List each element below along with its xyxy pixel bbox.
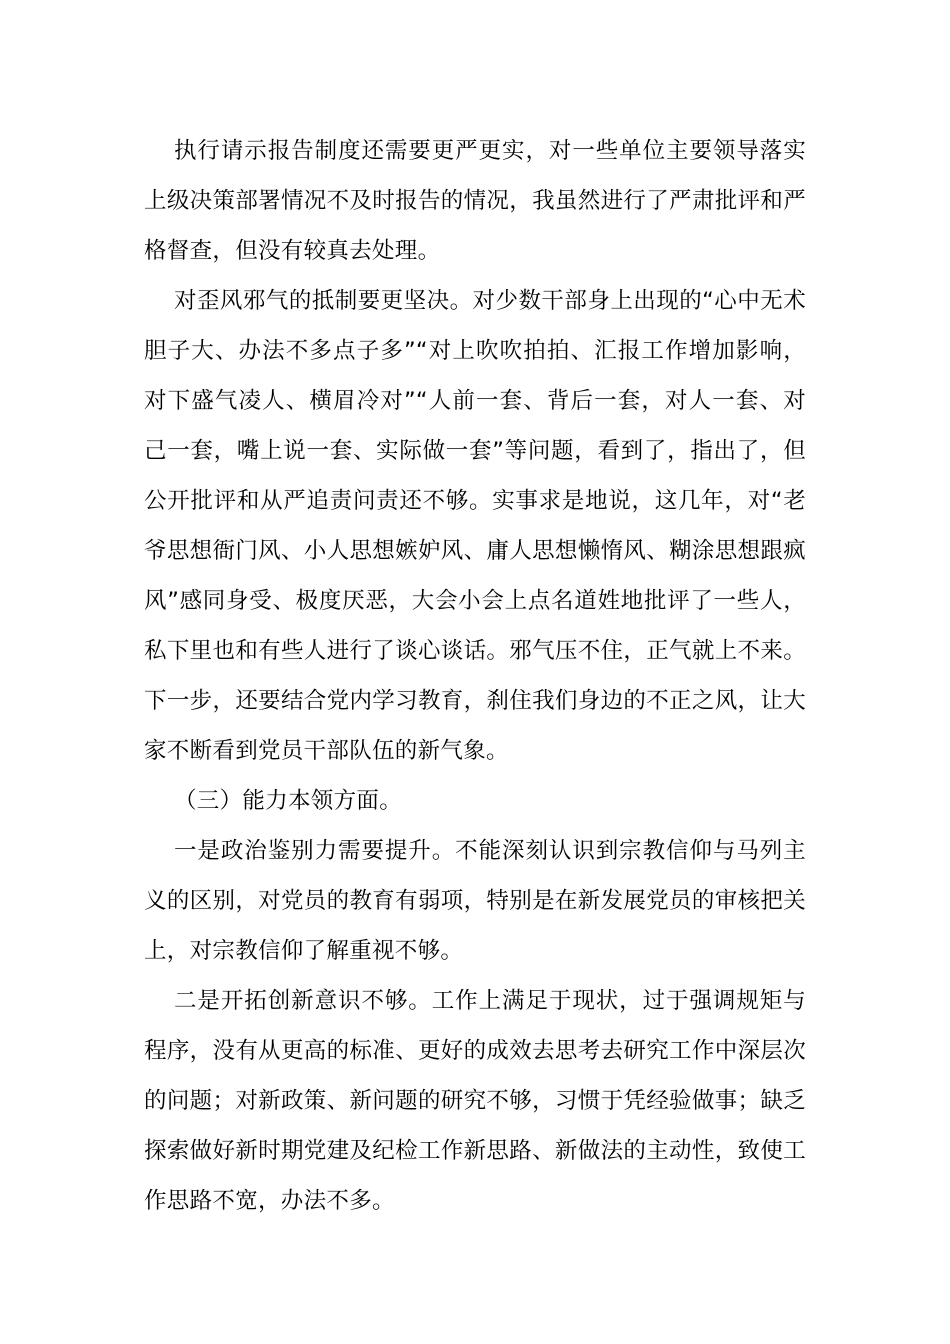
document-body: [144, 126, 806, 1226]
paragraph-political-discernment: 一是政治鉴别力需要提升。不能深刻认识到宗教信仰与马列主义的区别，对党员的教育有弱项，特别是在新发展党员的审核把关上，对宗教信仰了解重视不够。: [144, 838, 806, 964]
paragraph-report-system: 执行请示报告制度还需要更严更实，对一些单位主要领导落实上级决策部署情况不及时报告的情况，我虽然进行了严肃批评和严格督查，但没有较真去处理。: [144, 138, 806, 264]
paragraph-innovation: 二是开拓创新意识不够。工作上满足于现状，过于强调规矩与程序，没有从更高的标准、更好的成效去思考去研究工作中深层次的问题；对新政策、新问题的研究不够，习惯于凭经验做事；缺乏探索做好新时期党建及纪检工作新思路、新做法的主动性，致使工作思路不宽，办法不多。: [144, 988, 806, 1214]
section-heading-ability: （三）能力本领方面。: [174, 788, 403, 814]
paragraph-unhealthy-trends: 对歪风邪气的抵制要更坚决。对少数干部身上出现的“心中无术胆子大、办法不多点子多”“对上吹吹拍拍、汇报工作增加影响，对下盛气凌人、横眉冷对”“人前一套、背后一套，对人一套、对己一套，嘴上说一套、实际做一套”等问题，看到了，指出了，但公开批评和从严追责问责还不够。实事求是地说，这几年，对“老爷思想衙门风、小人思想嫉妒风、庸人思想懒惰风、糊涂思想跟疯风”感同身受、极度厌恶，大会小会上点名道姓地批评了一些人，私下里也和有些人进行了谈心谈话。邪气压不住，正气就上不来。下一步，还要结合党内学习教育，刹住我们身边的不正之风，让大家不断看到党员干部队伍的新气象。: [144, 288, 806, 764]
